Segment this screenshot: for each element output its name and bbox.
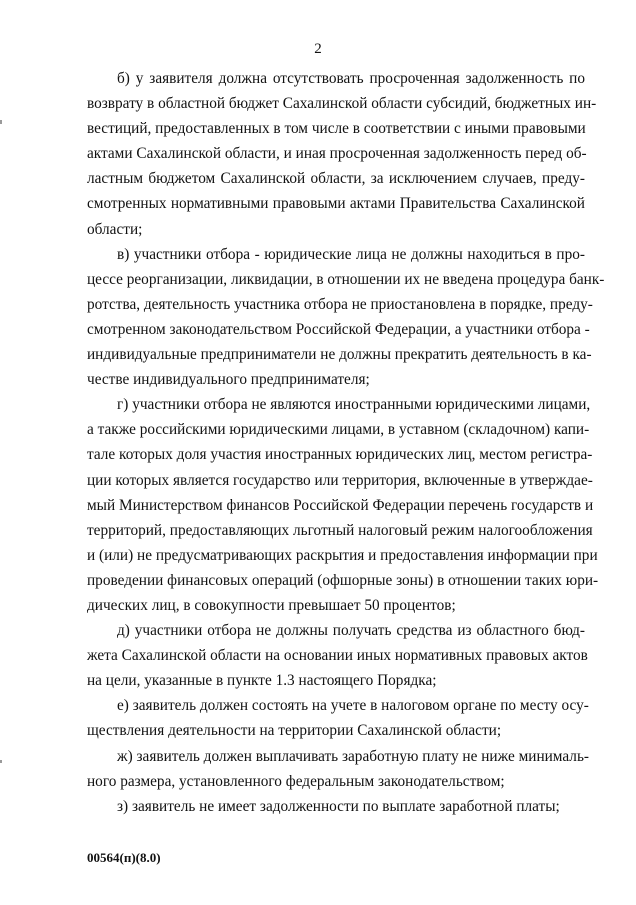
paragraph-line: актами Сахалинской области, и иная просроченная задолженность перед об- — [87, 145, 587, 163]
paragraph-d — [87, 618, 588, 693]
paragraph-line: дических лиц, в совокупности превышает 50 процентов; — [87, 596, 456, 614]
paragraph-line: проведении финансовых операций (офшорные зоны) в отношении таких юри- — [87, 571, 599, 589]
paragraph-line: смотренном законодательством Российской Федерации, а участники отбора - — [87, 320, 590, 338]
scan-edge-mark — [0, 120, 2, 124]
paragraph-line: вестиций, предоставленных в том числе в соответствии с иными правовыми — [87, 120, 586, 138]
paragraph-line: и (или) не предусматривающих раскрытия и предоставления информации при — [87, 546, 598, 564]
document-code: 00564(п)(8.0) — [87, 850, 161, 865]
paragraph-line: б) у заявителя должна отсутствовать просроченная задолженность по — [117, 70, 585, 87]
paragraph-line: г) участники отбора не являются иностранными юридическими лицами, — [117, 396, 591, 414]
paragraph-line: ротства, деятельность участника отбора не приостановлена в порядке, преду- — [87, 295, 593, 313]
paragraph-line: д) участники отбора не должны получать средства из областного бюд- — [117, 622, 585, 640]
paragraph-line: ществления деятельности на территории Сахалинской области; — [87, 722, 502, 740]
paragraph-line: тале которых доля участия иностранных юридических лиц, местом регистра- — [87, 446, 593, 464]
paragraph-line: ного размера, установленного федеральным законодательством; — [87, 772, 505, 790]
document-body — [87, 66, 605, 819]
paragraph-v — [87, 242, 605, 393]
paragraph-b — [87, 66, 597, 242]
paragraph-line: ции которых является государство или территория, включенные в утверждае- — [87, 471, 593, 489]
paragraph-line: смотренных нормативными правовыми актами Правительства Сахалинской — [87, 195, 585, 213]
paragraph-line: территорий, предоставляющих льготный налоговый режим налогообложения — [87, 521, 593, 539]
paragraph-line: ж) заявитель должен выплачивать заработную плату не ниже минималь- — [117, 747, 590, 765]
paragraph-z — [87, 794, 585, 819]
paragraph-line: а также российскими юридическими лицами, в уставном (складочном) капи- — [87, 421, 590, 439]
paragraph-line: возврату в областной бюджет Сахалинской области субсидий, бюджетных ин- — [87, 95, 597, 113]
paragraph-line: ластным бюджетом Сахалинской области, за исключением случаев, преду- — [87, 170, 585, 188]
paragraph-line: в) участники отбора - юридические лица не должны находиться в про- — [117, 245, 585, 263]
paragraph-line: жета Сахалинской области на основании иных нормативных правовых актов — [87, 647, 588, 665]
paragraph-line: з) заявитель не имеет задолженности по выплате заработной платы; — [117, 797, 560, 815]
paragraph-zh — [87, 744, 590, 794]
paragraph-line: индивидуальные предприниматели не должны прекратить деятельность в ка- — [87, 346, 592, 364]
paragraph-g — [87, 392, 599, 618]
paragraph-line: е) заявитель должен состоять на учете в налоговом органе по месту осу- — [117, 697, 589, 715]
paragraph-line: области; — [87, 220, 143, 238]
paragraph-line: мый Министерством финансов Российской Федерации перечень государств и — [87, 496, 594, 514]
paragraph-e — [87, 693, 589, 743]
scan-edge-mark — [0, 760, 2, 763]
page-number: 2 — [314, 41, 322, 57]
paragraph-line: честве индивидуального предпринимателя; — [87, 371, 370, 389]
paragraph-line: на цели, указанные в пункте 1.3 настоящего Порядка; — [87, 672, 437, 690]
paragraph-line: цессе реорганизации, ликвидации, в отношении их не введена процедура банк- — [87, 270, 605, 288]
